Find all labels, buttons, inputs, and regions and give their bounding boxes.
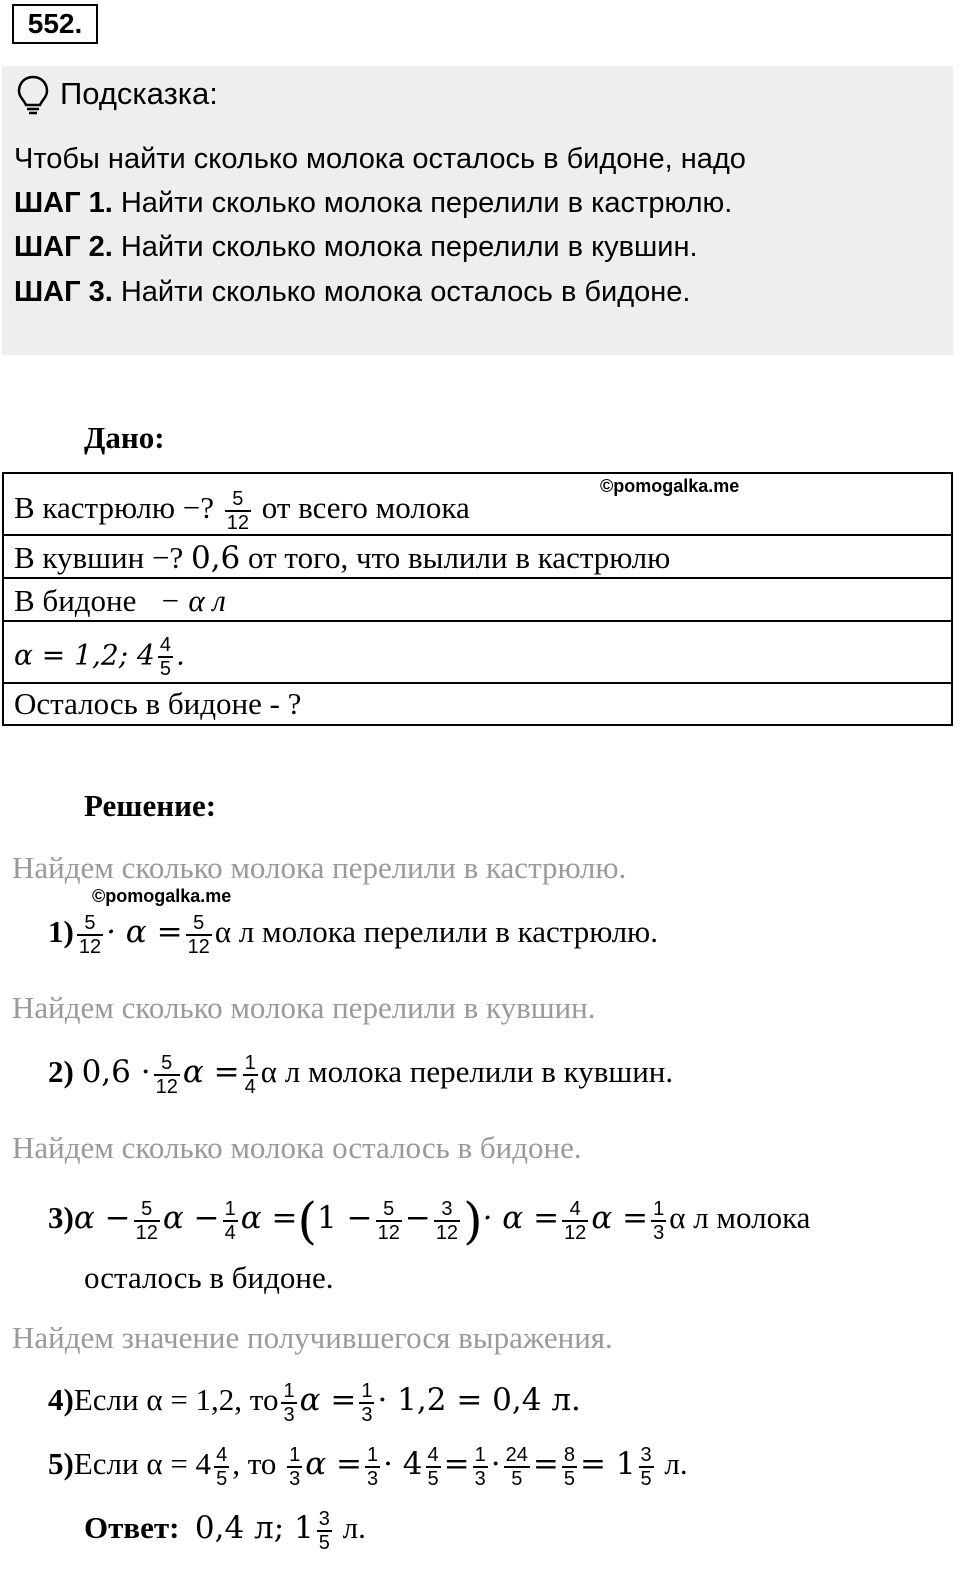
watermark: ©pomogalka.me bbox=[92, 886, 232, 906]
given-row-alpha: α = 1,2; 4 $\frac{4}{5}$ . bbox=[4, 622, 951, 684]
hint-intro: Чтобы найти сколько молока осталось в бидоне, надо bbox=[14, 143, 746, 175]
hint-title: Подсказка: bbox=[60, 76, 218, 111]
solution-heading: Решение: bbox=[84, 788, 217, 823]
hint-step-1: ШАГ 1. Найти сколько молока перелили в кастрюлю. bbox=[14, 187, 733, 219]
given-table bbox=[2, 472, 953, 726]
hint-step-3: ШАГ 3. Найти сколько молока осталось в бидоне. bbox=[14, 276, 691, 308]
fraction: $\frac{4}{5}$ bbox=[159, 634, 171, 680]
answer: Ответ: 0,4 л; 1 $\frac{3}{5}$ л. bbox=[84, 1508, 366, 1554]
solution-note-1: Найдем сколько молока перелили в кастрюлю. bbox=[12, 850, 627, 885]
given-heading: Дано: bbox=[84, 420, 165, 455]
solution-step-3: 3)α − $\frac{5}{12}$ α − $\frac{1}{4}$ α =(1 − $\frac{5}{12}$ − $\frac{3}{12}$ )· α = $\frac{4}{12}$ α = $\frac{1}{3}$ α л молока bbox=[48, 1192, 811, 1250]
solution-step-1: 1) $\frac{5}{12}$ · α = $\frac{5}{12}$ α л молока перелили в кастрюлю. bbox=[48, 912, 658, 958]
fraction: $\frac{5}{12}$ bbox=[226, 488, 249, 534]
given-row-pot: В кастрюлю −? $\frac{5}{12}$ от всего молока ©pomogalka.me bbox=[4, 474, 951, 536]
solution-step-2: 2) 0,6 · $\frac{5}{12}$ α = $\frac{1}{4}$ α л молока перелили в кувшин. bbox=[48, 1052, 674, 1098]
solution-note-2: Найдем сколько молока перелили в кувшин. bbox=[12, 990, 596, 1025]
solution-step-5: 5)Если α = 4 $\frac{4}{5}$ , то $\frac{1}{3}$ α = $\frac{1}{3}$ · 4 $\frac{4}{5}$ = $\frac{1}{3}$ · $\frac{24}{5}$ = $\frac{8}{5}$ = 1 $\frac{3}{5}$ л. bbox=[48, 1444, 688, 1490]
watermark: ©pomogalka.me bbox=[600, 476, 740, 496]
lightbulb-icon bbox=[16, 74, 50, 116]
given-row-jug: В кувшин −? 0,6 от того, что вылили в кастрюлю bbox=[4, 536, 951, 579]
solution-note-4: Найдем значение получившегося выражения. bbox=[12, 1320, 613, 1355]
problem-number: 552. bbox=[12, 4, 98, 44]
solution-step-4: 4)Если α = 1,2, то $\frac{1}{3}$ α = $\frac{1}{3}$ · 1,2 = 0,4 л. bbox=[48, 1380, 581, 1426]
solution-note-3: Найдем сколько молока осталось в бидоне. bbox=[12, 1130, 582, 1165]
solution-step-3-cont: осталось в бидоне. bbox=[84, 1260, 334, 1295]
hint-step-2: ШАГ 2. Найти сколько молока перелили в кувшин. bbox=[14, 231, 698, 263]
given-row-question: Осталось в бидоне - ? bbox=[14, 686, 302, 721]
given-row-can: В бидоне − α л bbox=[4, 579, 951, 622]
